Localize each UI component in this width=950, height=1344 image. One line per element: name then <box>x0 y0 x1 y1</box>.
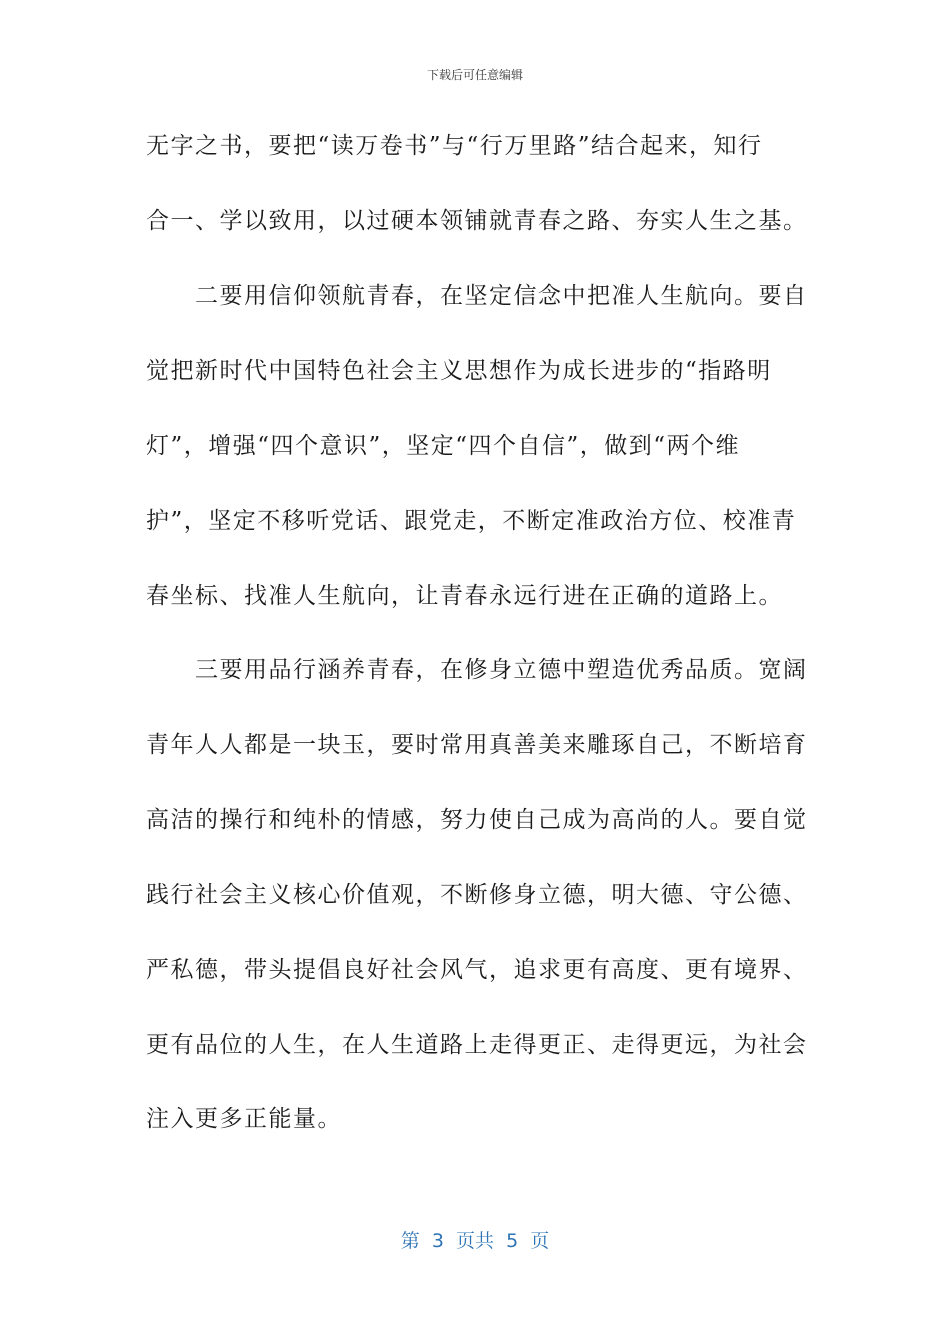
text-line: 二要用信仰领航青春，在坚定信念中把准人生航向。要自 <box>146 283 808 309</box>
text-line: 灯”，增强“四个意识”，坚定“四个自信”，做到“两个维 <box>146 433 741 459</box>
text-line: 三要用品行涵养青春，在修身立德中塑造优秀品质。宽阔 <box>146 657 808 683</box>
text-line: 护”，坚定不移听党话、跟党走，不断定准政治方位、校准青 <box>146 508 797 534</box>
page-header: 下载后可任意编辑 <box>426 68 523 82</box>
text-line: 青年人人都是一块玉，要时常用真善美来雕琢自己，不断培育 <box>146 732 808 758</box>
text-line: 合一、学以致用，以过硬本领铺就青春之路、夯实人生之基。 <box>146 208 808 234</box>
text-line: 无字之书，要把“读万卷书”与“行万里路”结合起来，知行 <box>146 133 763 159</box>
text-line: 注入更多正能量。 <box>146 1106 342 1132</box>
text-line: 高洁的操行和纯朴的情感，努力使自己成为高尚的人。要自觉 <box>146 807 808 833</box>
page-number: 第 3 页共 5 页 <box>400 1230 550 1252</box>
text-line: 春坐标、找准人生航向，让青春永远行进在正确的道路上。 <box>146 583 783 609</box>
text-line: 践行社会主义核心价值观，不断修身立德，明大德、守公德、 <box>146 882 808 908</box>
text-line: 更有品位的人生，在人生道路上走得更正、走得更远，为社会 <box>146 1032 808 1058</box>
text-line: 觉把新时代中国特色社会主义思想作为成长进步的“指路明 <box>146 358 772 384</box>
text-line: 严私德，带头提倡良好社会风气，追求更有高度、更有境界、 <box>146 957 808 983</box>
